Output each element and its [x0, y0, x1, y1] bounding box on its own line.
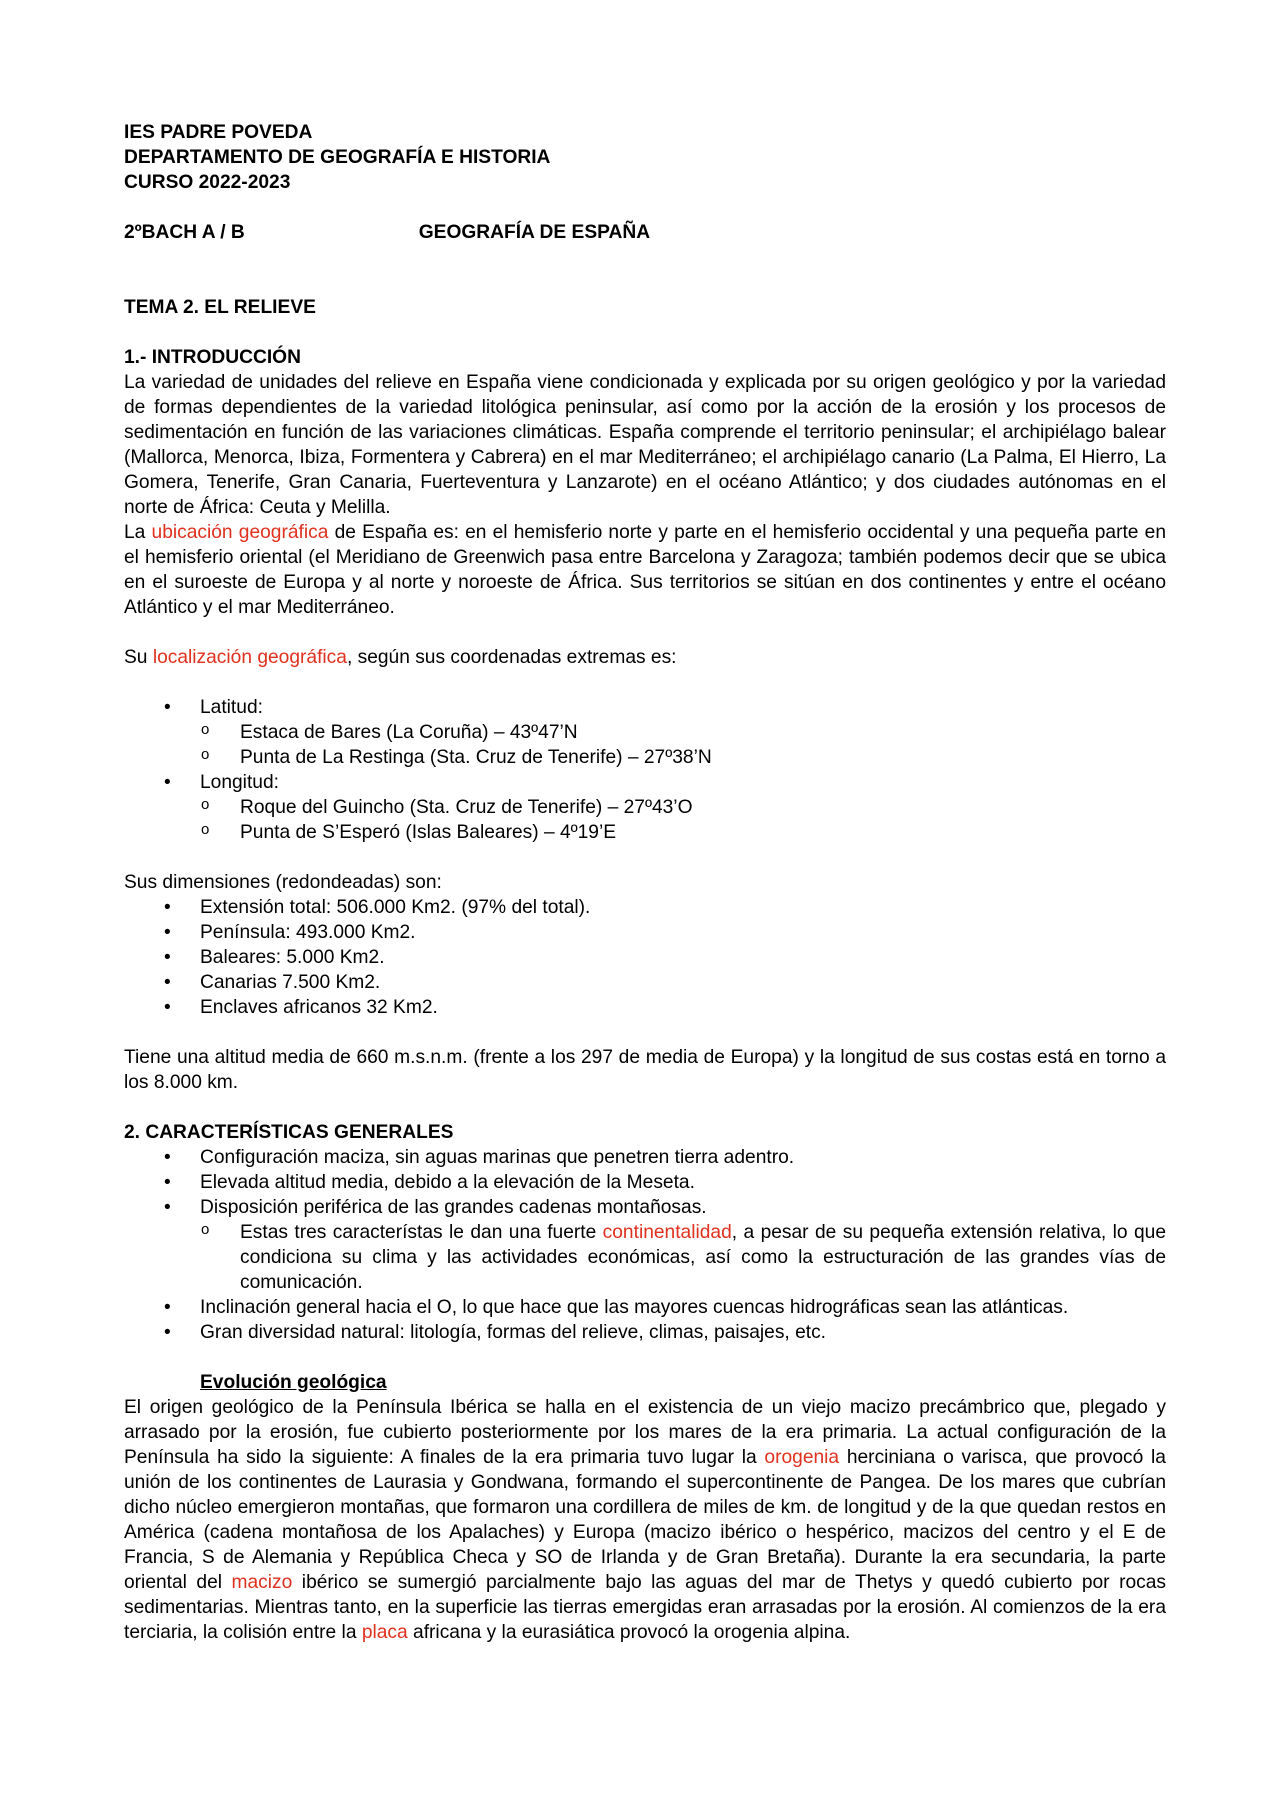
subject-label: GEOGRAFÍA DE ESPAÑA: [418, 222, 651, 243]
list-item: • Baleares: 5.000 Km2.: [124, 945, 1166, 970]
school-name: IES PADRE POVEDA: [124, 122, 313, 143]
section-heading-general: 2. CARACTERÍSTICAS GENERALES: [124, 1122, 454, 1143]
list-item: • Península: 493.000 Km2.: [124, 920, 1166, 945]
list-item: • Extensión total: 506.000 Km2. (97% del total).: [124, 895, 1166, 920]
department-name: DEPARTAMENTO DE GEOGRAFÍA E HISTORIA: [124, 147, 551, 168]
list-item: o Estaca de Bares (La Coruña) – 43º47’N: [200, 720, 1166, 745]
list-item: o Punta de La Restinga (Sta. Cruz de Tenerife) – 27º38’N: [200, 745, 1166, 770]
evolution-paragraph: El origen geológico de la Península Ibérica se halla en el existencia de un viejo macizo precámbrico que, plegado y arrasado por la erosión, fue cubierto posteriormente por los mares de la era primaria. La actual configuración de la Península ha sido la siguiente: A finales de la era primaria tuvo lugar la orogenia herciniana o varisca, que provocó la unión de los continentes de Laurasia y Gondwana, formando el supercontinente de Pangea. De los mares que cubrían dicho núcleo emergieron montañas, que formaron una cordillera de miles de km. de longitud y de la que quedan restos en América (cadena montañosa de los Apalaches) y Europa (macizo ibérico o hespérico, macizos del centro y el E de Francia, S de Alemania y República Checa y SO de Irlanda y de Gran Bretaña). Durante la era secundaria, la parte oriental del macizo ibérico se sumergió parcialmente bajo las aguas del mar de Thetys y quedó cubierto por rocas sedimentarias. Mientras tanto, en la superficie las tierras emergidas eran arrasadas por la erosión. Al comienzos de la era terciaria, la colisión entre la placa africana y la eurasiática provocó la orogenia alpina.: [124, 1397, 1166, 1643]
document-header: [124, 120, 1166, 245]
list-item: o Estas tres característas le dan una fuerte continentalidad, a pesar de su pequeña extensión relativa, lo que condiciona su clima y las actividades económicas, así como la estructuración de las grandes vías de comunicación.: [200, 1220, 1166, 1295]
group-subject-line: [124, 220, 1166, 245]
list-item: • Latitud: o Estaca de Bares (La Coruña) – 43º47’N o Punta de La Restinga (Sta. Cruz de Tenerife) – 27º38’N: [124, 695, 1166, 770]
list-item: • Elevada altitud media, debido a la elevación de la Meseta.: [124, 1170, 1166, 1195]
subsection-heading-evolution: Evolución geológica: [200, 1372, 387, 1393]
course-year: CURSO 2022-2023: [124, 172, 291, 193]
list-item: • Gran diversidad natural: litología, formas del relieve, climas, paisajes, etc.: [124, 1320, 1166, 1345]
list-item: • Enclaves africanos 32 Km2.: [124, 995, 1166, 1020]
list-item: • Disposición periférica de las grandes cadenas montañosas. o Estas tres característas le dan una fuerte continentalidad, a pesar de su pequeña extensión relativa, lo que condiciona su clima y las actividades económicas, así como la estructuración de las grandes vías de comunicación.: [124, 1195, 1166, 1295]
intro-paragraph-3: Su localización geográfica, según sus coordenadas extremas es:: [124, 647, 677, 668]
group-label: 2ºBACH A / B: [124, 222, 245, 243]
coordinates-list: [124, 695, 1166, 845]
dimensions-list: [124, 895, 1166, 1020]
intro-paragraph-2: La ubicación geográfica de España es: en el hemisferio norte y parte en el hemisferio occidental y una pequeña parte en el hemisferio oriental (el Meridiano de Greenwich pasa entre Barcelona y Zaragoza; también podemos decir que se ubica en el suroeste de Europa y al norte y noroeste de África. Sus territorios se sitúan en dos continentes y entre el océano Atlántico y el mar Mediterráneo.: [124, 522, 1166, 618]
section-heading-intro: 1.- INTRODUCCIÓN: [124, 347, 301, 368]
document-page: [124, 120, 1166, 1645]
characteristics-list: [124, 1145, 1166, 1345]
list-item: • Canarias 7.500 Km2.: [124, 970, 1166, 995]
highlight-term: macizo: [231, 1572, 293, 1593]
list-item: o Punta de S’Esperó (Islas Baleares) – 4º19’E: [200, 820, 1166, 845]
list-item: • Inclinación general hacia el O, lo que hace que las mayores cuencas hidrográficas sean las atlánticas.: [124, 1295, 1166, 1320]
dimensions-heading: Sus dimensiones (redondeadas) son:: [124, 872, 442, 893]
list-item: • Configuración maciza, sin aguas marinas que penetren tierra adentro.: [124, 1145, 1166, 1170]
highlight-term: placa: [361, 1622, 408, 1643]
highlight-term: orogenia: [764, 1447, 840, 1468]
highlight-term: localización geográfica: [152, 647, 347, 668]
highlight-term: ubicación geográfica: [151, 522, 329, 543]
list-item: o Roque del Guincho (Sta. Cruz de Tenerife) – 27º43’O: [200, 795, 1166, 820]
topic-title: TEMA 2. EL RELIEVE: [124, 297, 316, 318]
intro-paragraph-1: La variedad de unidades del relieve en España viene condicionada y explicada por su origen geológico y por la variedad de formas dependientes de la variedad litológica peninsular, así como por la acción de la erosión y los procesos de sedimentación en función de las variaciones climáticas. España comprende el territorio peninsular; el archipiélago balear (Mallorca, Menorca, Ibiza, Formentera y Cabrera) en el mar Mediterráneo; el archipiélago canario (La Palma, El Hierro, La Gomera, Tenerife, Gran Canaria, Fuerteventura y Lanzarote) en el océano Atlántico; y dos ciudades autónomas en el norte de África: Ceuta y Melilla.: [124, 372, 1166, 518]
highlight-term: continentalidad: [602, 1222, 732, 1243]
altitude-paragraph: Tiene una altitud media de 660 m.s.n.m. (frente a los 297 de media de Europa) y la longitud de sus costas está en torno a los 8.000 km.: [124, 1047, 1166, 1093]
list-item: • Longitud: o Roque del Guincho (Sta. Cruz de Tenerife) – 27º43’O o Punta de S’Esperó (Islas Baleares) – 4º19’E: [124, 770, 1166, 845]
